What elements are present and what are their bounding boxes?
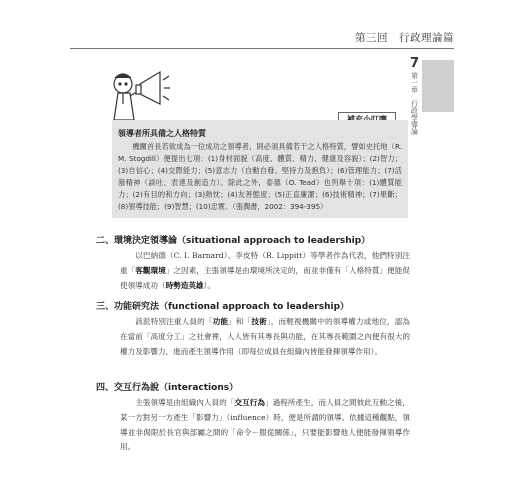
side-tab-block bbox=[422, 60, 454, 112]
supplement-box bbox=[112, 120, 408, 218]
highlight-term: 時勢造英雄 bbox=[165, 280, 204, 290]
side-title-label: 行政學導論 bbox=[410, 100, 419, 135]
highlight-term: 交互行為 bbox=[234, 398, 265, 407]
section-paragraph-situational: 以巴納德（C. I. Barnard）、李皮特（R. Lippitt）等學者作為代表，他們特別注重「客觀環境」之因素，主張領導是由環境所決定的，而並非僅有「人格特質」便能促使領導成功（時勢造英雄）。 bbox=[120, 251, 410, 290]
supplement-body: 機關首長若欲成為一位成功之領導者，則必須具備若干之人格特質，譬如史托地（R. M. Stogdill）便提出七項：(1)身材面貌（高度、體質、精力、健康及容貌）；(2)智力；(3)自信心；(4)交際能力；(5)意志力（自動自發、堅持力及抱負）；(6)管理能力；(7)活潑精神（談吐、表達及創造力）。除此之外，泰德（O. Tead）也列舉十項：(1)體質能力；(2)有目的和方向；(3)熱忱；(4)友善態度；(5)正直廉潔；(6)技術精神；(7)果斷；(8)領導技能；(9)智慧；(10)忠實。（張潤書，2002：394-395） bbox=[118, 142, 402, 211]
section-heading-functional: 三、功能研究法（functional approach to leadership） bbox=[96, 302, 350, 312]
side-chapter-label: 第一章 bbox=[410, 72, 419, 93]
supplement-title: 領導者所具備之人格特質 bbox=[118, 129, 206, 138]
section-paragraph-interactions: 主張領導是由組織內人員的「交互行為」過程所產生，而人員之間彼此互動之後，某一方對另一方產生「影響力」（influence）時，便是所謂的領導。依據這種觀點，領導並非侷限於長官與部屬之間的「命令－服從關係」，只要能影響他人便能發揮領導作用。 bbox=[120, 398, 411, 452]
highlight-term: 功能 bbox=[212, 317, 229, 326]
highlight-term: 技術 bbox=[251, 317, 267, 326]
megaphone-person-illustration bbox=[108, 64, 172, 126]
chapter-title: 第三回 行政理論篇 bbox=[355, 32, 454, 44]
header-rule bbox=[70, 48, 454, 49]
page-number: 7 bbox=[409, 56, 419, 71]
side-tab-text bbox=[408, 72, 420, 138]
section-heading-interactions: 四、交互行為說（interactions） bbox=[96, 383, 239, 393]
section-paragraph-functional: 該派特別注重人員的「功能」和「技術」，而輕視機關中的領導權力或地位，認為在當前「高度分工」之社會裡，人人皆有其專長與功能，在其專長範圍之內便有很大的權力及影響力，進而產生領導作用（即每位成員在組織內皆能發揮領導作用）。 bbox=[120, 317, 411, 356]
highlight-term: 客觀環境 bbox=[135, 265, 166, 275]
section-heading-situational: 二、環境決定領導論（situational approach to leadership） bbox=[96, 236, 371, 246]
